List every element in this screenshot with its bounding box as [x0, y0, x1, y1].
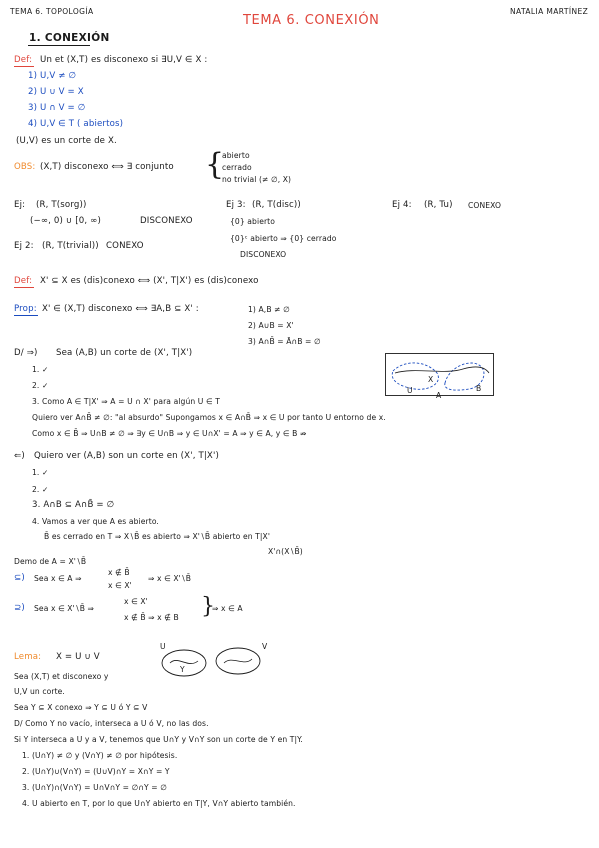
obs-option-2: cerrado — [222, 163, 252, 172]
proof2-subset-text: Sea x ∈ A ⇒ — [34, 574, 82, 583]
obs-text: (X,T) disconexo ⟺ ∃ conjunto — [40, 162, 174, 172]
lemma-sketch-y: Y — [180, 665, 185, 674]
ej4-tag: Ej 4: — [392, 200, 412, 210]
def-item-1: 1) U,V ≠ ∅ — [28, 71, 77, 81]
lemma-sketch-v: V — [262, 642, 268, 651]
proof1-tag: D/ ⇒) — [14, 348, 38, 358]
def-conclusion: (U,V) es un corte de X. — [16, 136, 117, 146]
ej1-detail: (−∞, 0) ∪ [0, ∞) — [30, 216, 101, 226]
proof1-line3: 3. Como A ∈ T|X' ⇒ A = U ∩ X' para algún U ∈ T — [32, 397, 220, 406]
proof1-line1: 1. ✓ — [32, 365, 49, 374]
lemma-head: X = U ∪ V — [56, 652, 100, 662]
def-item-2: 2) U ∪ V = X — [28, 87, 84, 97]
proof2-intro: Quiero ver (A,B) son un corte en (X', T|X') — [34, 451, 219, 461]
proof2-line5: B̄ es cerrado en T ⇒ X∖B̄ es abierto ⇒ X'∖B̄ abierto en T|X' — [44, 532, 271, 541]
author-header: NATALIA MARTÍNEZ — [510, 7, 589, 16]
ej2-result: CONEXO — [106, 241, 144, 251]
lemma-sketch-u: U — [160, 642, 166, 651]
prop-text: X' ∈ (X,T) disconexo ⟺ ∃A,B ⊆ X' : — [42, 304, 199, 314]
proof2-superset-text: Sea x ∈ X'∖B̄ ⇒ — [34, 604, 95, 613]
prop-item-1: 1) A,B ≠ ∅ — [248, 305, 290, 314]
def-item-4: 4) U,V ∈ T ( abiertos) — [28, 119, 124, 129]
lemma-line1: Sea (X,T) et disconexo y — [14, 672, 109, 681]
obs-option-3: no trivial (≠ ∅, X) — [222, 175, 292, 184]
lemma-sketch — [158, 645, 268, 685]
diagram-label-u: U — [407, 386, 413, 395]
proof2-line3: 3. A∩B ⊆ A∩B̄ = ∅ — [32, 500, 115, 510]
proof2-superset-tag: ⊇) — [14, 603, 25, 613]
proof2-superset-brace: } — [201, 594, 215, 619]
section-title: 1. CONEXIÓN — [29, 32, 110, 44]
proof2-line5-sub: X'∩(X∖B̄) — [268, 547, 303, 556]
obs-brace: { — [205, 147, 225, 182]
proof2-line2: 2. ✓ — [32, 485, 49, 494]
ej3-line1: {0} abierto — [230, 217, 276, 226]
section-underline — [28, 45, 90, 46]
ej1-tag: Ej: — [14, 200, 26, 210]
ej3-result: DISCONEXO — [240, 250, 287, 259]
lemma-line3: Sea Y ⊆ X conexo ⇒ Y ⊆ U ó Y ⊆ V — [14, 703, 148, 712]
prop-item-2: 2) A∪B = X' — [248, 321, 294, 330]
diagram-label-x: X — [428, 375, 434, 384]
lemma-line9: 4. U abierto en T, por lo que U∩Y abierto en T|Y, V∩Y abierto también. — [22, 799, 296, 808]
diagram-label-b: B — [476, 384, 482, 393]
lemma-line7: 2. (U∩Y)∪(V∩Y) = (U∪V)∩Y = X∩Y = Y — [22, 767, 170, 776]
ej4-space: (R, Tu) — [424, 200, 453, 210]
prop-tag: Prop: — [14, 304, 37, 314]
lemma-tag: Lema: — [14, 652, 42, 662]
ej1-result: DISCONEXO — [140, 216, 193, 226]
proof1-line5: Como x ∈ B̄ ⇒ U∩B ≠ ∅ ⇒ ∃y ∈ U∩B ⇒ y ∈ U∩X' = A ⇒ y ∈ A, y ∈ B ⇏ — [32, 429, 307, 438]
proof2-line4: 4. Vamos a ver que A es abierto. — [32, 517, 159, 526]
ej2-tag: Ej 2: — [14, 241, 34, 251]
ej1-space: (R, T(sorg)) — [36, 200, 87, 210]
proof2-line6: Demo de A = X'∖B̄ — [14, 557, 87, 566]
proof2-tag: ⇐) — [14, 451, 25, 461]
lemma-line8: 3. (U∩Y)∩(V∩Y) = U∩V∩Y = ∅∩Y = ∅ — [22, 783, 167, 792]
prop-tag-underline — [14, 315, 38, 316]
proof2-line1: 1. ✓ — [32, 468, 49, 477]
def2-tag: Def: — [14, 276, 33, 286]
def-tag: Def: — [14, 55, 33, 65]
def-tag-underline — [14, 66, 34, 67]
proof1-line4: Quiero ver A∩B̄ ≠ ∅: "al absurdo" Supongamos x ∈ A∩B̄ ⇒ x ∈ U por tanto U entorno de x. — [32, 413, 386, 422]
prop-item-3: 3) A∩B̄ = Ā∩B = ∅ — [248, 337, 321, 346]
proof2-subset-c: ⇒ x ∈ X'∖B̄ — [148, 574, 192, 583]
obs-option-1: abierto — [222, 151, 250, 160]
ej4-result: CONEXO — [468, 201, 502, 210]
proof2-superset-c: ⇒ x ∈ A — [212, 604, 243, 613]
diagram-label-a: A — [436, 391, 442, 400]
proof1-line2: 2. ✓ — [32, 381, 49, 390]
def2-text: X' ⊆ X es (dis)conexo ⟺ (X', T|X') es (dis)conexo — [40, 276, 259, 286]
proof2-subset-tag: ⊆) — [14, 573, 25, 583]
def-item-3: 3) U ∩ V = ∅ — [28, 103, 86, 113]
proof2-superset-b: x ∉ B̄ ⇒ x ∉ B — [124, 613, 179, 622]
ej3-line2: {0}ᶜ abierto ⇒ {0} cerrado — [230, 234, 337, 243]
def2-tag-underline — [14, 287, 34, 288]
ej3-space: (R, T(disc)) — [252, 200, 301, 210]
ej3-tag: Ej 3: — [226, 200, 246, 210]
page-title: TEMA 6. CONEXIÓN — [243, 13, 380, 28]
proof2-superset-a: x ∈ X' — [124, 597, 148, 606]
proof2-subset-b: x ∈ X' — [108, 581, 132, 590]
lemma-line6: 1. (U∩Y) ≠ ∅ y (V∩Y) ≠ ∅ por hipótesis. — [22, 751, 178, 760]
lemma-line4: D/ Como Y no vacío, interseca a U ó V, no las dos. — [14, 719, 209, 728]
ej2-space: (R, T(trivial)) — [42, 241, 99, 251]
proof2-subset-a: x ∉ B̄ — [108, 568, 130, 577]
proof1-intro: Sea (A,B) un corte de (X', T|X') — [56, 348, 193, 358]
lemma-line5: Si Y interseca a U y a V, tenemos que U∩Y y V∩Y son un corte de Y en T|Y. — [14, 735, 303, 744]
lemma-line2: U,V un corte. — [14, 687, 65, 696]
course-header: TEMA 6. TOPOLOGÍA — [10, 7, 94, 16]
def-text: Un et (X,T) es disconexo si ∃U,V ∈ X : — [40, 55, 208, 65]
obs-tag: OBS: — [14, 162, 36, 172]
